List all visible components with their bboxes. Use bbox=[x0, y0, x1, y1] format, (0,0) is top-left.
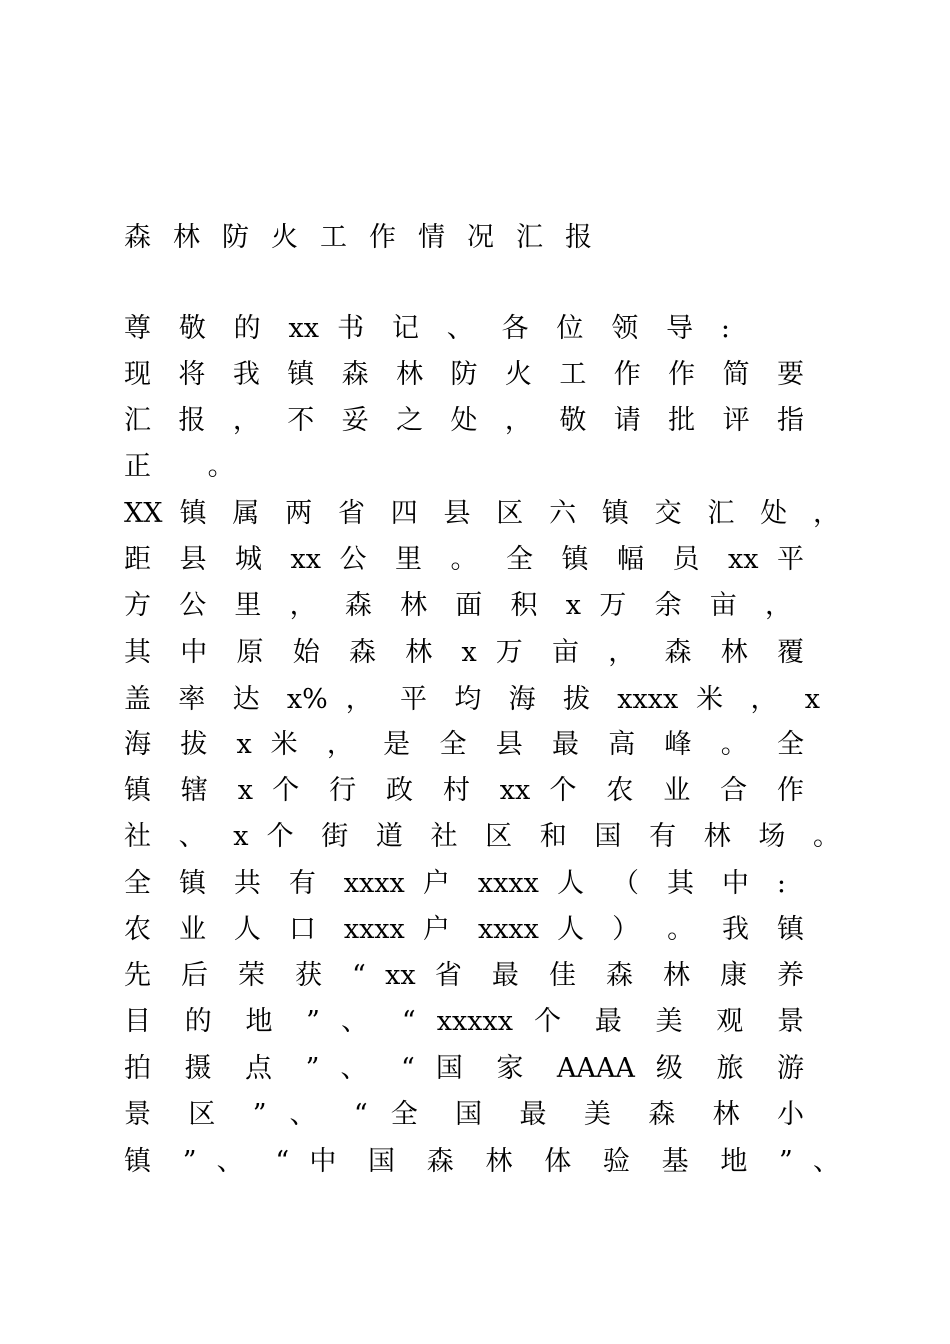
document-title: 森林防火工作情况汇报 bbox=[124, 222, 614, 253]
body-line: 拍 摄 点 ” 、 “ 国 家 AAAA 级 旅 游 bbox=[124, 1053, 804, 1084]
body-line: 农 业 人 口 xxxx 户 xxxx 人 ） 。 我 镇 bbox=[124, 914, 804, 945]
body-line: 社 、 x 个 街 道 社 区 和 国 有 林 场 。 bbox=[124, 821, 840, 852]
body-line: 盖 率 达 x% ， 平 均 海 拔 xxxx 米 ， x bbox=[124, 684, 820, 715]
body-line: 镇 ” 、 “ 中 国 森 林 体 验 基 地 ” 、 bbox=[124, 1146, 840, 1177]
body-line: 目 的 地 ” 、 “ xxxxx 个 最 美 观 景 bbox=[124, 1006, 804, 1037]
body-line: 先 后 荣 获 “ xx 省 最 佳 森 林 康 养 bbox=[124, 960, 804, 991]
body-line: 镇 辖 x 个 行 政 村 xx 个 农 业 合 作 bbox=[124, 775, 804, 806]
body-line: 景 区 ” 、 “ 全 国 最 美 森 林 小 bbox=[124, 1099, 804, 1130]
salutation-line: 尊 敬 的 xx 书 记 、 各 位 领 导 : bbox=[124, 313, 730, 344]
body-line: 全 镇 共 有 xxxx 户 xxxx 人 （ 其 中 : bbox=[124, 868, 786, 899]
body-line: XX 镇 属 两 省 四 县 区 六 镇 交 汇 处 ， bbox=[124, 498, 840, 529]
body-line: 其 中 原 始 森 林 x 万 亩 ， 森 林 覆 bbox=[124, 637, 804, 668]
body-line: 距 县 城 xx 公 里 。 全 镇 幅 员 xx 平 bbox=[124, 544, 804, 575]
body-line: 海 拔 x 米 ， 是 全 县 最 高 峰 。 全 bbox=[124, 729, 804, 760]
body-line: 正 。 bbox=[124, 451, 259, 482]
body-line: 现 将 我 镇 森 林 防 火 工 作 作 简 要 bbox=[124, 359, 804, 390]
body-line: 汇 报 ， 不 妥 之 处 ， 敬 请 批 评 指 bbox=[124, 405, 804, 436]
body-line: 方 公 里 ， 森 林 面 积 x 万 余 亩 ， bbox=[124, 590, 792, 621]
